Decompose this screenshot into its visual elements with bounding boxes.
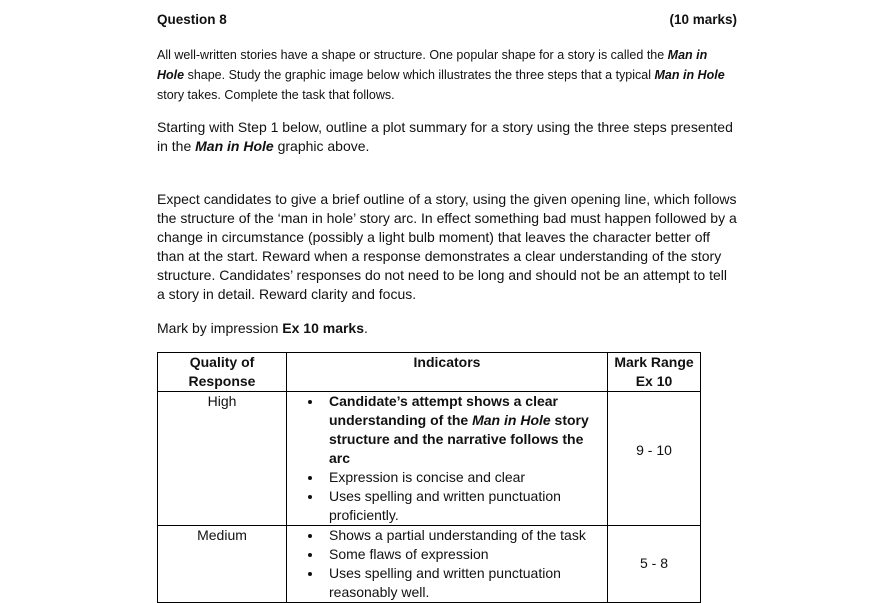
list-item (323, 392, 603, 468)
row-quality-medium: Medium (158, 526, 287, 603)
header-range: Mark Range Ex 10 (608, 353, 701, 392)
indicator-list (291, 526, 603, 602)
indicator-list (291, 392, 603, 525)
intro-text-1: All well-written stories have a shape or structure. One popular shape for a story is called the (157, 48, 668, 62)
question-marks: (10 marks) (669, 12, 737, 27)
intro-text-2: shape. Study the graphic image below which illustrates the three steps that a typical (184, 68, 655, 82)
mark-by-text: Mark by impression (157, 320, 283, 336)
task-text-1: Starting with Step 1 below, outline a plot summary for a story using the three steps presented in the (157, 119, 733, 154)
task-paragraph (157, 118, 737, 156)
indicator-text: Candidate’s attempt shows a clear understanding of the (329, 393, 558, 428)
list-item: • Shows a partial understanding of the task (323, 526, 603, 545)
range-value: 5 - 8 (639, 555, 668, 571)
list-item: • Uses spelling and written punctuation proficiently. (323, 487, 603, 525)
table-header-row (158, 353, 701, 392)
task-emphasis: Man in Hole (195, 138, 274, 154)
list-item: • Uses spelling and written punctuation reasonably well. (323, 564, 603, 602)
question-title: Question 8 (157, 12, 227, 27)
guidance-paragraph: Expect candidates to give a brief outline of a story, using the given opening line, which follows the structure of the ‘man in hole’ story arc. In effect something bad must happen followed by a change in circumstance (possibly a light bulb moment) that leaves the character better off than at the start. Reward when a response demonstrates a clear understanding of the story structure. Candidates’ responses do not need to be long and should not be an attempt to tell a story in detail. Reward clarity and focus. (157, 191, 737, 302)
mark-by-bold: Ex 10 marks (282, 320, 364, 336)
intro-text-3: story takes. Complete the task that follows. (157, 88, 395, 102)
marking-table (157, 352, 701, 603)
row-indicators-medium (287, 526, 608, 603)
row-quality-high: High (158, 392, 287, 526)
indicator-emphasis: Man in Hole (472, 412, 551, 428)
intro-emphasis-1: Man in Hole (157, 48, 708, 82)
table-row (158, 392, 701, 526)
list-item: • Expression is concise and clear (323, 468, 603, 487)
intro-emphasis-2: Man in Hole (654, 68, 725, 82)
list-item: • Some flaws of expression (323, 545, 603, 564)
mark-by-impression (157, 319, 737, 338)
range-value: 9 - 10 (636, 442, 672, 458)
table-row (158, 526, 701, 603)
mark-by-end: . (364, 320, 368, 336)
task-text-2: graphic above. (273, 138, 370, 154)
indicator-text: story structure and the narrative follows the arc (329, 412, 589, 466)
row-range-high (608, 392, 701, 526)
intro-paragraph (157, 45, 737, 105)
row-indicators-high (287, 392, 608, 526)
header-quality: Quality of Response (158, 353, 287, 392)
row-range-medium (608, 526, 701, 603)
question-header (157, 12, 737, 32)
header-indicators: Indicators (287, 353, 608, 392)
